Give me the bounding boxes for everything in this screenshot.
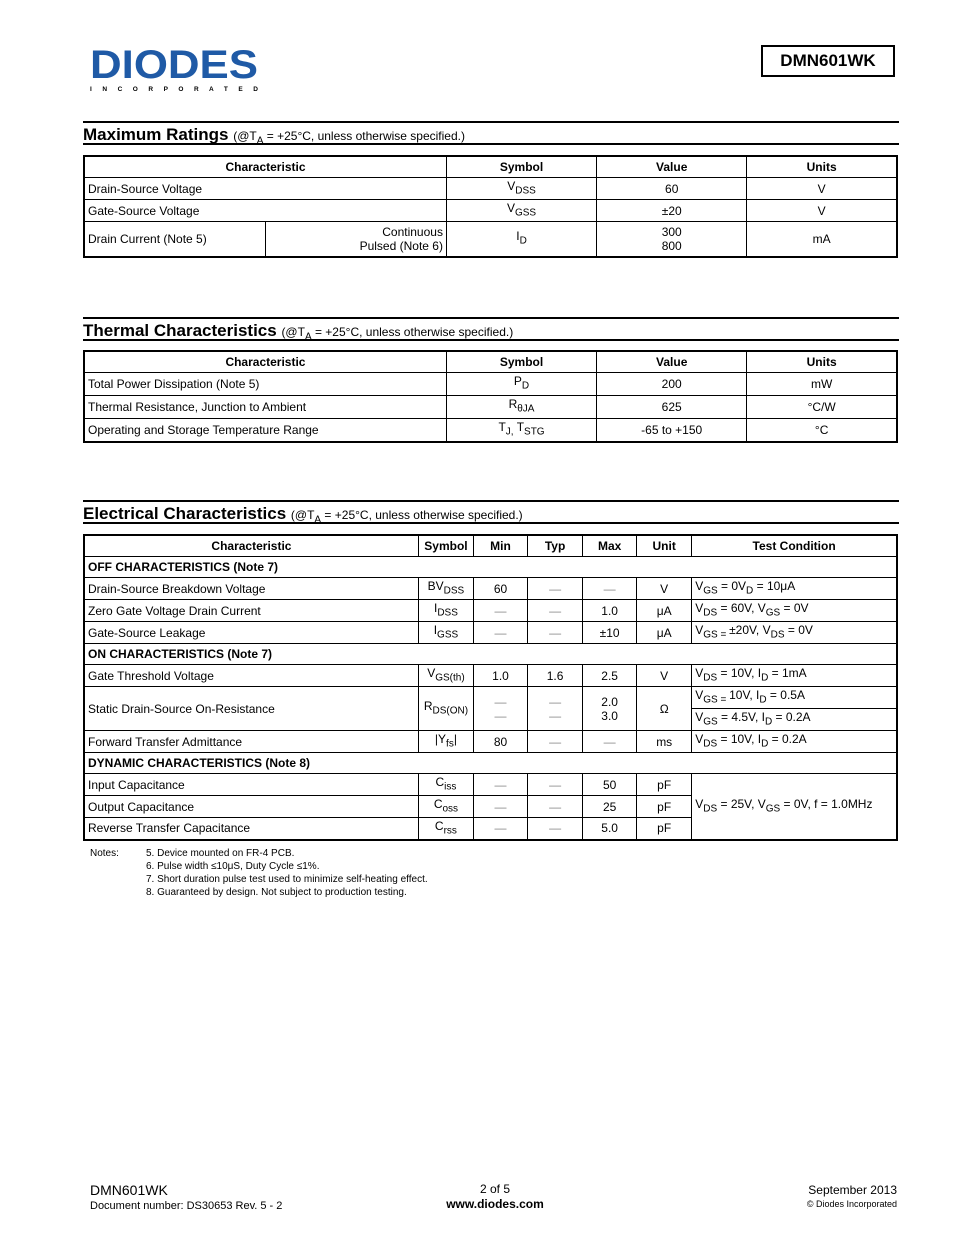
table-cell: Static Drain-Source On-Resistance <box>84 687 418 731</box>
table-cell: — <box>473 818 527 840</box>
electrical-table <box>83 534 898 841</box>
table-cell: Drain-Source Voltage <box>84 178 446 200</box>
table-cell: $T_{J,}$ $T_{STG}$ <box>446 419 596 442</box>
footer-docnum: Document number: DS30653 Rev. 5 - 2 <box>90 1200 283 1212</box>
table-cell: 25 <box>583 796 637 818</box>
table-cell: Operating and Storage Temperature Range <box>84 419 446 442</box>
table-cell: — <box>583 578 637 600</box>
table-cell: — <box>528 774 583 796</box>
table-row <box>84 396 897 419</box>
table-header-cell: Symbol <box>446 351 596 373</box>
table-cell: V <box>747 200 897 222</box>
logo-sub: I N C O R P O R A T E D <box>90 86 258 93</box>
table-cell: $V_{GS(th)}$ <box>418 665 473 687</box>
table-cell: μA <box>637 600 692 622</box>
table-cell: — — <box>528 687 583 731</box>
table-cell: °C <box>747 419 897 442</box>
section-row <box>84 644 897 665</box>
table-row <box>84 665 897 687</box>
table-cell: $P_D$ <box>446 373 596 396</box>
table-cell: 2.5 <box>583 665 637 687</box>
table-cell: Thermal Resistance, Junction to Ambient <box>84 396 446 419</box>
table-row <box>84 731 897 753</box>
table-cell: Total Power Dissipation (Note 5) <box>84 373 446 396</box>
max-ratings-title-bar <box>83 121 899 145</box>
table-row <box>84 200 897 222</box>
table-cell: — <box>528 796 583 818</box>
table-cell: — <box>473 622 527 644</box>
table-row <box>84 687 897 709</box>
table-row <box>84 622 897 644</box>
logo-text: DIODES <box>90 44 258 87</box>
note-item: 8. Guaranteed by design. Not subject to production testing. <box>146 887 407 898</box>
section-title: Maximum Ratings <box>83 125 229 144</box>
notes-label: Notes: <box>90 848 119 859</box>
table-cell: Forward Transfer Admittance <box>84 731 418 753</box>
table-header-cell: Units <box>747 156 897 178</box>
table-header-cell: Characteristic <box>84 535 418 557</box>
note-item: 5. Device mounted on FR-4 PCB. <box>146 848 295 859</box>
table-cell: V <box>747 178 897 200</box>
table-cell: ON CHARACTERISTICS (Note 7) <box>84 644 897 665</box>
table-header-cell: Units <box>747 351 897 373</box>
table-cell: Drain Current (Note 5) <box>84 222 265 257</box>
table-cell: mA <box>747 222 897 257</box>
table-cell: 80 <box>473 731 527 753</box>
table-cell: 1.0 <box>583 600 637 622</box>
table-cell: — <box>473 774 527 796</box>
table-header-row <box>84 156 897 178</box>
table-cell: °C/W <box>747 396 897 419</box>
table-row <box>84 373 897 396</box>
table-cell: — <box>528 731 583 753</box>
note-item: 7. Short duration pulse test used to minimize self-heating effect. <box>146 874 428 885</box>
table-cell: — <box>473 600 527 622</box>
table-cell: $V_{DS} = 60V$, $V_{GS} = 0V$ <box>692 600 897 622</box>
table-cell: — — <box>473 687 527 731</box>
footer-page: 2 of 5 <box>479 1182 511 1196</box>
table-header-cell: Test Condition <box>692 535 897 557</box>
table-cell: Gate-Source Voltage <box>84 200 446 222</box>
table-header-cell: Min <box>473 535 527 557</box>
table-cell: $I_D$ <box>446 222 596 257</box>
table-cell: $I_{GSS}$ <box>418 622 473 644</box>
table-cell: $V_{DS} = 10V$, $I_D = 0.2A$ <box>692 731 897 753</box>
table-cell: $C_{iss}$ <box>418 774 473 796</box>
section-row <box>84 753 897 774</box>
section-condition: ($@T_A = +25^\circ C$, unless otherwise specified.) <box>281 325 514 343</box>
thermal-table <box>83 350 898 443</box>
table-cell: 5.0 <box>583 818 637 840</box>
table-cell: 50 <box>583 774 637 796</box>
table-row <box>84 178 897 200</box>
table-cell: mW <box>747 373 897 396</box>
table-header-cell: Symbol <box>418 535 473 557</box>
table-cell: ms <box>637 731 692 753</box>
table-cell: Reverse Transfer Capacitance <box>84 818 418 840</box>
table-cell: Zero Gate Voltage Drain Current <box>84 600 418 622</box>
table-cell: OFF CHARACTERISTICS (Note 7) <box>84 557 897 578</box>
table-cell: $V_{GSS}$ <box>446 200 596 222</box>
table-row <box>84 222 897 257</box>
table-cell: V <box>637 665 692 687</box>
table-cell: $BV_{DSS}$ <box>418 578 473 600</box>
section-condition: ($@T_A = +25^\circ C$, unless otherwise specified.) <box>233 129 465 147</box>
table-cell: $V_{GS =} \pm 20V$, $V_{DS} = 0V$ <box>692 622 897 644</box>
table-row <box>84 774 897 796</box>
section-title: Electrical Characteristics <box>83 504 287 523</box>
note-item: 6. Pulse width ≤10μS, Duty Cycle ≤1%. <box>146 861 320 872</box>
table-header-row <box>84 351 897 373</box>
table-cell: pF <box>637 774 692 796</box>
table-row <box>84 419 897 442</box>
electrical-title-bar <box>83 500 899 524</box>
table-header-cell: Value <box>597 156 747 178</box>
table-cell: — <box>528 578 583 600</box>
table-row <box>84 600 897 622</box>
footer-date: September 2013 <box>808 1183 897 1197</box>
table-cell: DYNAMIC CHARACTERISTICS (Note 8) <box>84 753 897 774</box>
table-header-cell: Value <box>597 351 747 373</box>
section-title: Thermal Characteristics <box>83 321 277 340</box>
table-cell: pF <box>637 796 692 818</box>
table-cell: -65 to +150 <box>597 419 747 442</box>
max-ratings-table <box>83 155 898 258</box>
table-cell: $C_{oss}$ <box>418 796 473 818</box>
table-cell: 60 <box>473 578 527 600</box>
diodes-logo-icon <box>88 44 268 94</box>
table-cell: pF <box>637 818 692 840</box>
table-cell: $V_{GS} = 4.5V$, $I_D = 0.2A$ <box>692 709 897 731</box>
table-cell: Input Capacitance <box>84 774 418 796</box>
table-cell: 1.0 <box>473 665 527 687</box>
section-row <box>84 557 897 578</box>
table-cell: — <box>473 796 527 818</box>
table-cell: μA <box>637 622 692 644</box>
table-cell: Ω <box>637 687 692 731</box>
table-cell: $I_{DSS}$ <box>418 600 473 622</box>
table-header-cell: Characteristic <box>84 156 446 178</box>
table-cell: Drain-Source Breakdown Voltage <box>84 578 418 600</box>
section-condition: ($@T_A = +25^\circ C$, unless otherwise specified.) <box>290 508 523 526</box>
table-cell: $R_{DS(ON)}$ <box>418 687 473 731</box>
thermal-title-bar <box>83 317 899 341</box>
table-cell: ±10 <box>583 622 637 644</box>
footer-url[interactable]: www.diodes.com <box>446 1197 544 1211</box>
table-cell: Output Capacitance <box>84 796 418 818</box>
table-cell: $V_{GS =}$ 10V, $I_D = 0.5A$ <box>692 687 897 709</box>
table-header-cell: Symbol <box>446 156 596 178</box>
table-cell: V <box>637 578 692 600</box>
table-cell: 300 800 <box>597 222 747 257</box>
table-cell: — <box>528 600 583 622</box>
table-cell: 625 <box>597 396 747 419</box>
part-number-box: DMN601WK <box>761 45 895 77</box>
table-cell: $V_{DS} = 10V$, $I_D = 1mA$ <box>692 665 897 687</box>
table-header-cell: Unit <box>637 535 692 557</box>
table-row <box>84 578 897 600</box>
footer-copyright: © Diodes Incorporated <box>806 1199 897 1209</box>
table-header-row <box>84 535 897 557</box>
table-cell: Gate-Source Leakage <box>84 622 418 644</box>
table-cell: $R_{\theta JA}$ <box>446 396 596 419</box>
table-cell: Continuous Pulsed (Note 6) <box>265 222 446 257</box>
table-cell: 200 <box>597 373 747 396</box>
table-cell: $|Y_{fs}|$ <box>418 731 473 753</box>
table-cell: $V_{DSS}$ <box>446 178 596 200</box>
table-cell: 60 <box>597 178 747 200</box>
footer-part: DMN601WK <box>90 1182 168 1198</box>
table-cell: — <box>583 731 637 753</box>
table-header-cell: Max <box>583 535 637 557</box>
table-cell: ±20 <box>597 200 747 222</box>
table-cell: $C_{rss}$ <box>418 818 473 840</box>
table-cell: 1.6 <box>528 665 583 687</box>
table-cell: Gate Threshold Voltage <box>84 665 418 687</box>
table-cell: $V_{DS} = 25V$, $V_{GS} = 0V$, f = 1.0MHz <box>692 774 897 840</box>
table-cell: 2.0 3.0 <box>583 687 637 731</box>
table-header-cell: Typ <box>528 535 583 557</box>
diodes-logo <box>88 44 268 94</box>
table-cell: — <box>528 818 583 840</box>
table-cell: — <box>528 622 583 644</box>
table-cell: $V_{GS} = 0V_D = 10\mu A$ <box>692 578 897 600</box>
table-header-cell: Characteristic <box>84 351 446 373</box>
